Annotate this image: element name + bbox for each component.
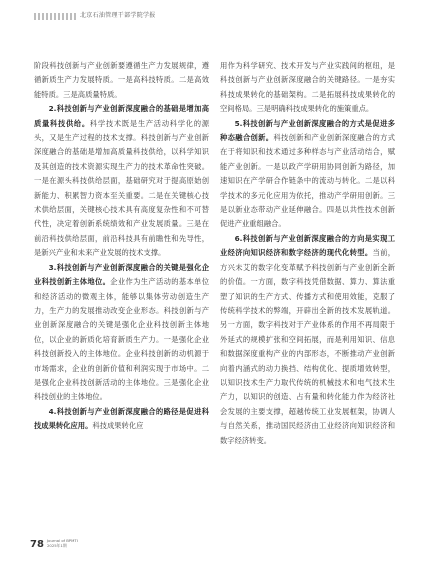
paragraph: [220, 59, 395, 117]
journal-name: Journal of BPMTI: [47, 538, 78, 543]
paragraph-text: 科技成果转化应: [92, 421, 144, 431]
paragraph-text: 企业作为生产活动的基本单位和经济活动的微观主体，能够以集体劳动创造生产力，生产力的发展推动改变企业形态。科技创新与产业创新深度融合的关键是强化企业科技创新主体地位，以企业的新质化培育新质生产力。一是强化企业科技创新投入的主体地位。企业科技创新的动机源于市场需求，企业的创新价值和利润实现于市场中。二是强化企业科技创新活动的主体地位。三是强化企业科技创业的主体地位。: [34, 277, 210, 402]
page-number: 78: [30, 539, 44, 550]
paragraph-text: 阶段科技创新与产业创新要遵循生产力发展规律，遵循新质生产力发展特质。一是高科技特质。二是高效能特质。三是高质量特质。: [34, 61, 209, 99]
paragraph-text: 科学技术既是生产活动科学化的源头，又是生产过程的技术支撑。科技创新与产业创新深度融合的基础是增加高质量科技供给，以科学知识及其创造的技术资源实现生产力的技术革命性突破。一是在源头科技供给层面，基础研究对于提高原始创新能力、积累智力资本至关重要。二是在关键核心技术供给层面，关键核心技术具有高度复杂性和不可替代性，决定着创新系统绩效和产业发展质量。三是在前沿科技供给层面，前沿科技具有前瞻性和先导性，是新兴产业和未来产业发展的技术支撑。: [34, 118, 210, 258]
section-heading: 3.科技创新与产业创新深度融合的关键是强化企业科技创新主体地位。: [34, 262, 209, 287]
paragraph: [34, 405, 209, 434]
header-decoration: [34, 13, 76, 20]
paragraph: [34, 59, 209, 102]
paragraph: [220, 232, 395, 448]
left-column: [34, 59, 209, 434]
paragraph: [34, 102, 209, 260]
section-heading: 5.科技创新与产业创新深度融合的方式是促进多种态融合创新。: [220, 118, 395, 143]
paragraph-text: 当前，方兴未艾的数字化变革赋予科技创新与产业创新全新的价值。一方面，数字科技凭借数据、算力、算法重塑了知识的生产方式、传播方式和使用效能，克服了传统科学技术的弊端，开辟出全新的技术发展轨道。另一方面，数字科技对于产业体系的作用不再局限于外延式的规模扩张和空间拓展，而是利用知识、信息和数据深度重构产业的内部形态，不断推动产业创新向着内涵式的动力换挡、结构优化、提质增效转型，以知识技术生产力取代传统的机械技术和电气技术生产力，以知识的创造、占有量和转化能力作为经济社会发展的主要支撑，超越传统工业发展框架，协调人与自然关系，推动国民经济由工业经济向知识经济和数字经济转变。: [220, 248, 396, 445]
section-heading: 4.科技创新与产业创新深度融合的路径是促进科技成果转化应用。: [34, 406, 209, 431]
header-title: 北京石油管理干部学院学报: [80, 12, 156, 19]
journal-issue: 2025年1期: [47, 542, 67, 548]
journal-info: [47, 539, 78, 548]
right-column: [220, 59, 395, 448]
running-header: [0, 0, 427, 40]
paragraph: [34, 261, 209, 405]
section-heading: 2.科技创新与产业创新深度融合的基础是增加高质量科技供给。: [34, 104, 209, 128]
paragraph-text: 用作为科学研究、技术开发与产业实践间的枢纽，是科技创新与产业创新深度融合的关键路径。一是夯实科技成果转化的基础架构。二是拓展科技成果转化的空间格局。三是明确科技成果转化的施策重点。: [220, 61, 395, 114]
paragraph-text: 科技创新和产业创新深度融合的方式在于将知识和技术通过多种样态与产业活动结合，赋能产业创新。一是以政产学研用协同创新为路径，加速知识在产学研合作链条中的流动与转化。二是以科学技术的多元化应用为依托，推动产学研用创新。三是以新业态带动产业延伸融合。四是以共性技术创新促进产业重组融合。: [220, 133, 396, 229]
section-heading: 6.科技创新与产业创新深度融合的方向是实现工业经济向知识经济和数字经济的现代化转型。: [220, 233, 395, 258]
paragraph: [220, 117, 395, 232]
